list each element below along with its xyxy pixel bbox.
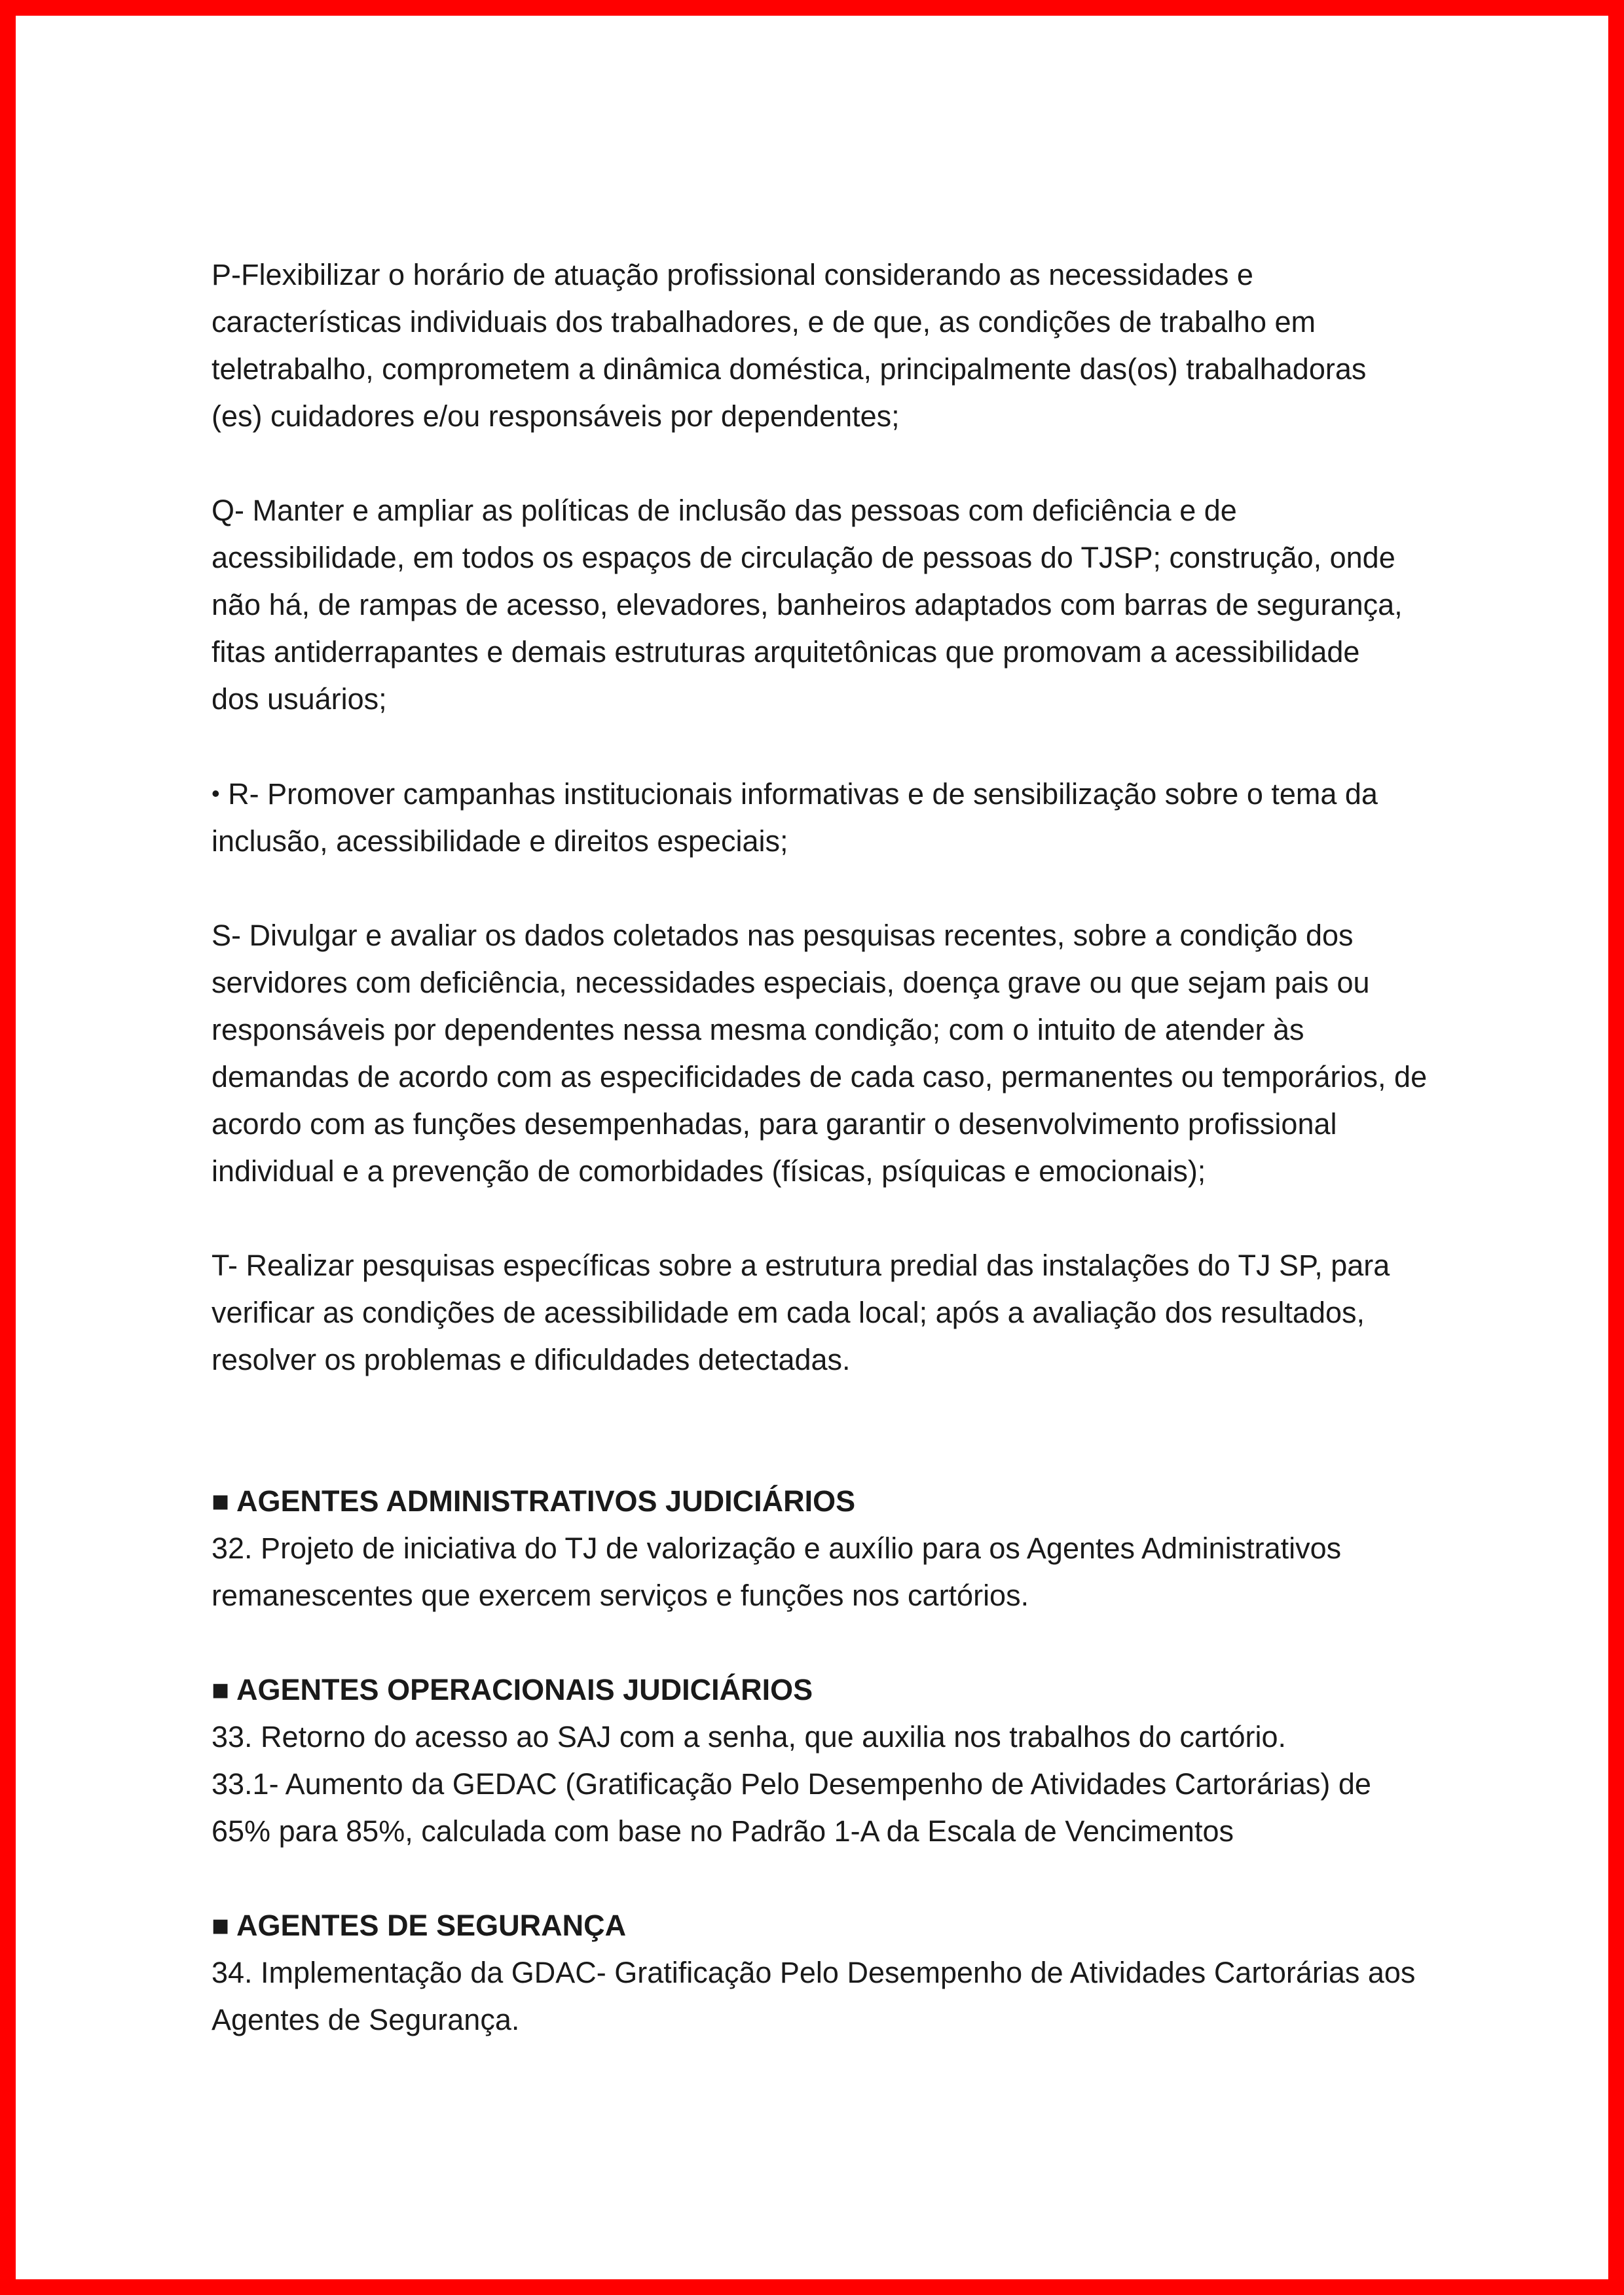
square-bullet-icon: ■ [212,1673,230,1706]
paragraph-line: T- Realizar pesquisas específicas sobre a estrutura predial das instalações do TJ SP, para [212,1249,1390,1282]
paragraph-line: 33. Retorno do acesso ao SAJ com a senha, que auxilia nos trabalhos do cartório. [212,1720,1286,1753]
paragraph-line: características individuais dos trabalhadores, e de que, as condições de trabalho em [212,305,1316,339]
section-title: AGENTES OPERACIONAIS JUDICIÁRIOS [236,1673,813,1706]
paragraph-line: individual e a prevenção de comorbidades (físicas, psíquicas e emocionais); [212,1154,1206,1188]
paragraph-line: Q- Manter e ampliar as políticas de inclusão das pessoas com deficiência e de [212,494,1237,527]
spacer [212,723,1456,770]
spacer [212,865,1456,912]
paragraph-line: demandas de acordo com as especificidades de cada caso, permanentes ou temporários, de [212,1060,1428,1093]
paragraph-line: verificar as condições de acessibilidade em cada local; após a avaliação dos resultados, [212,1296,1365,1329]
section-agentes-operacionais [212,1666,1456,1855]
paragraph-line: servidores com deficiência, necessidades especiais, doença grave ou que sejam pais ou [212,966,1370,999]
paragraph-line: acordo com as funções desempenhadas, para garantir o desenvolvimento profissional [212,1107,1337,1141]
spacer [212,440,1456,487]
paragraph-line: remanescentes que exercem serviços e funções nos cartórios. [212,1579,1029,1612]
paragraph-t [212,1242,1456,1384]
bullet-icon: • [212,780,220,807]
paragraph-line: Agentes de Segurança. [212,2003,520,2036]
paragraph-line: 32. Projeto de iniciativa do TJ de valorização e auxílio para os Agentes Administrativos [212,1532,1342,1565]
paragraph-r [212,770,1456,865]
spacer [212,1384,1456,1478]
square-bullet-icon: ■ [212,1909,230,1942]
section-title: AGENTES ADMINISTRATIVOS JUDICIÁRIOS [236,1484,856,1518]
paragraph-line: P-Flexibilizar o horário de atuação profissional considerando as necessidades e [212,258,1253,291]
paragraph-line: S- Divulgar e avaliar os dados coletados nas pesquisas recentes, sobre a condição dos [212,919,1354,952]
paragraph-line: 34. Implementação da GDAC- Gratificação Pelo Desempenho de Atividades Cartorárias aos [212,1956,1416,1989]
square-bullet-icon: ■ [212,1484,230,1518]
paragraph-line: acessibilidade, em todos os espaços de circulação de pessoas do TJSP; construção, onde [212,541,1395,574]
document-body [212,251,1456,2044]
paragraph-line: inclusão, acessibilidade e direitos especiais; [212,824,788,858]
paragraph-line: 65% para 85%, calculada com base no Padrão 1-A da Escala de Vencimentos [212,1814,1234,1848]
paragraph-line: dos usuários; [212,682,387,716]
paragraph-line: resolver os problemas e dificuldades detectadas. [212,1343,851,1376]
paragraph-line: responsáveis por dependentes nessa mesma condição; com o intuito de atender às [212,1013,1304,1046]
paragraph-line: fitas antiderrapantes e demais estruturas arquitetônicas que promovam a acessibilidade [212,635,1360,669]
section-title: AGENTES DE SEGURANÇA [236,1909,627,1942]
paragraph-line: não há, de rampas de acesso, elevadores, banheiros adaptados com barras de segurança, [212,588,1403,621]
paragraph-p [212,251,1456,440]
section-agentes-seguranca [212,1902,1456,2044]
section-agentes-administrativos [212,1478,1456,1619]
paragraph-line: teletrabalho, comprometem a dinâmica doméstica, principalmente das(os) trabalhadoras [212,352,1367,386]
paragraph-line [212,770,1456,818]
spacer [212,1195,1456,1242]
paragraph-q [212,487,1456,723]
section-heading [212,1478,1456,1525]
section-heading [212,1666,1456,1714]
paragraph-text: R- Promover campanhas institucionais informativas e de sensibilização sobre o tema da [228,777,1378,811]
section-heading [212,1902,1456,1949]
paragraph-s [212,912,1456,1195]
spacer [212,1855,1456,1902]
spacer [212,1619,1456,1666]
paragraph-line: 33.1- Aumento da GEDAC (Gratificação Pelo Desempenho de Atividades Cartorárias) de [212,1767,1371,1801]
paragraph-line: (es) cuidadores e/ou responsáveis por dependentes; [212,399,900,433]
